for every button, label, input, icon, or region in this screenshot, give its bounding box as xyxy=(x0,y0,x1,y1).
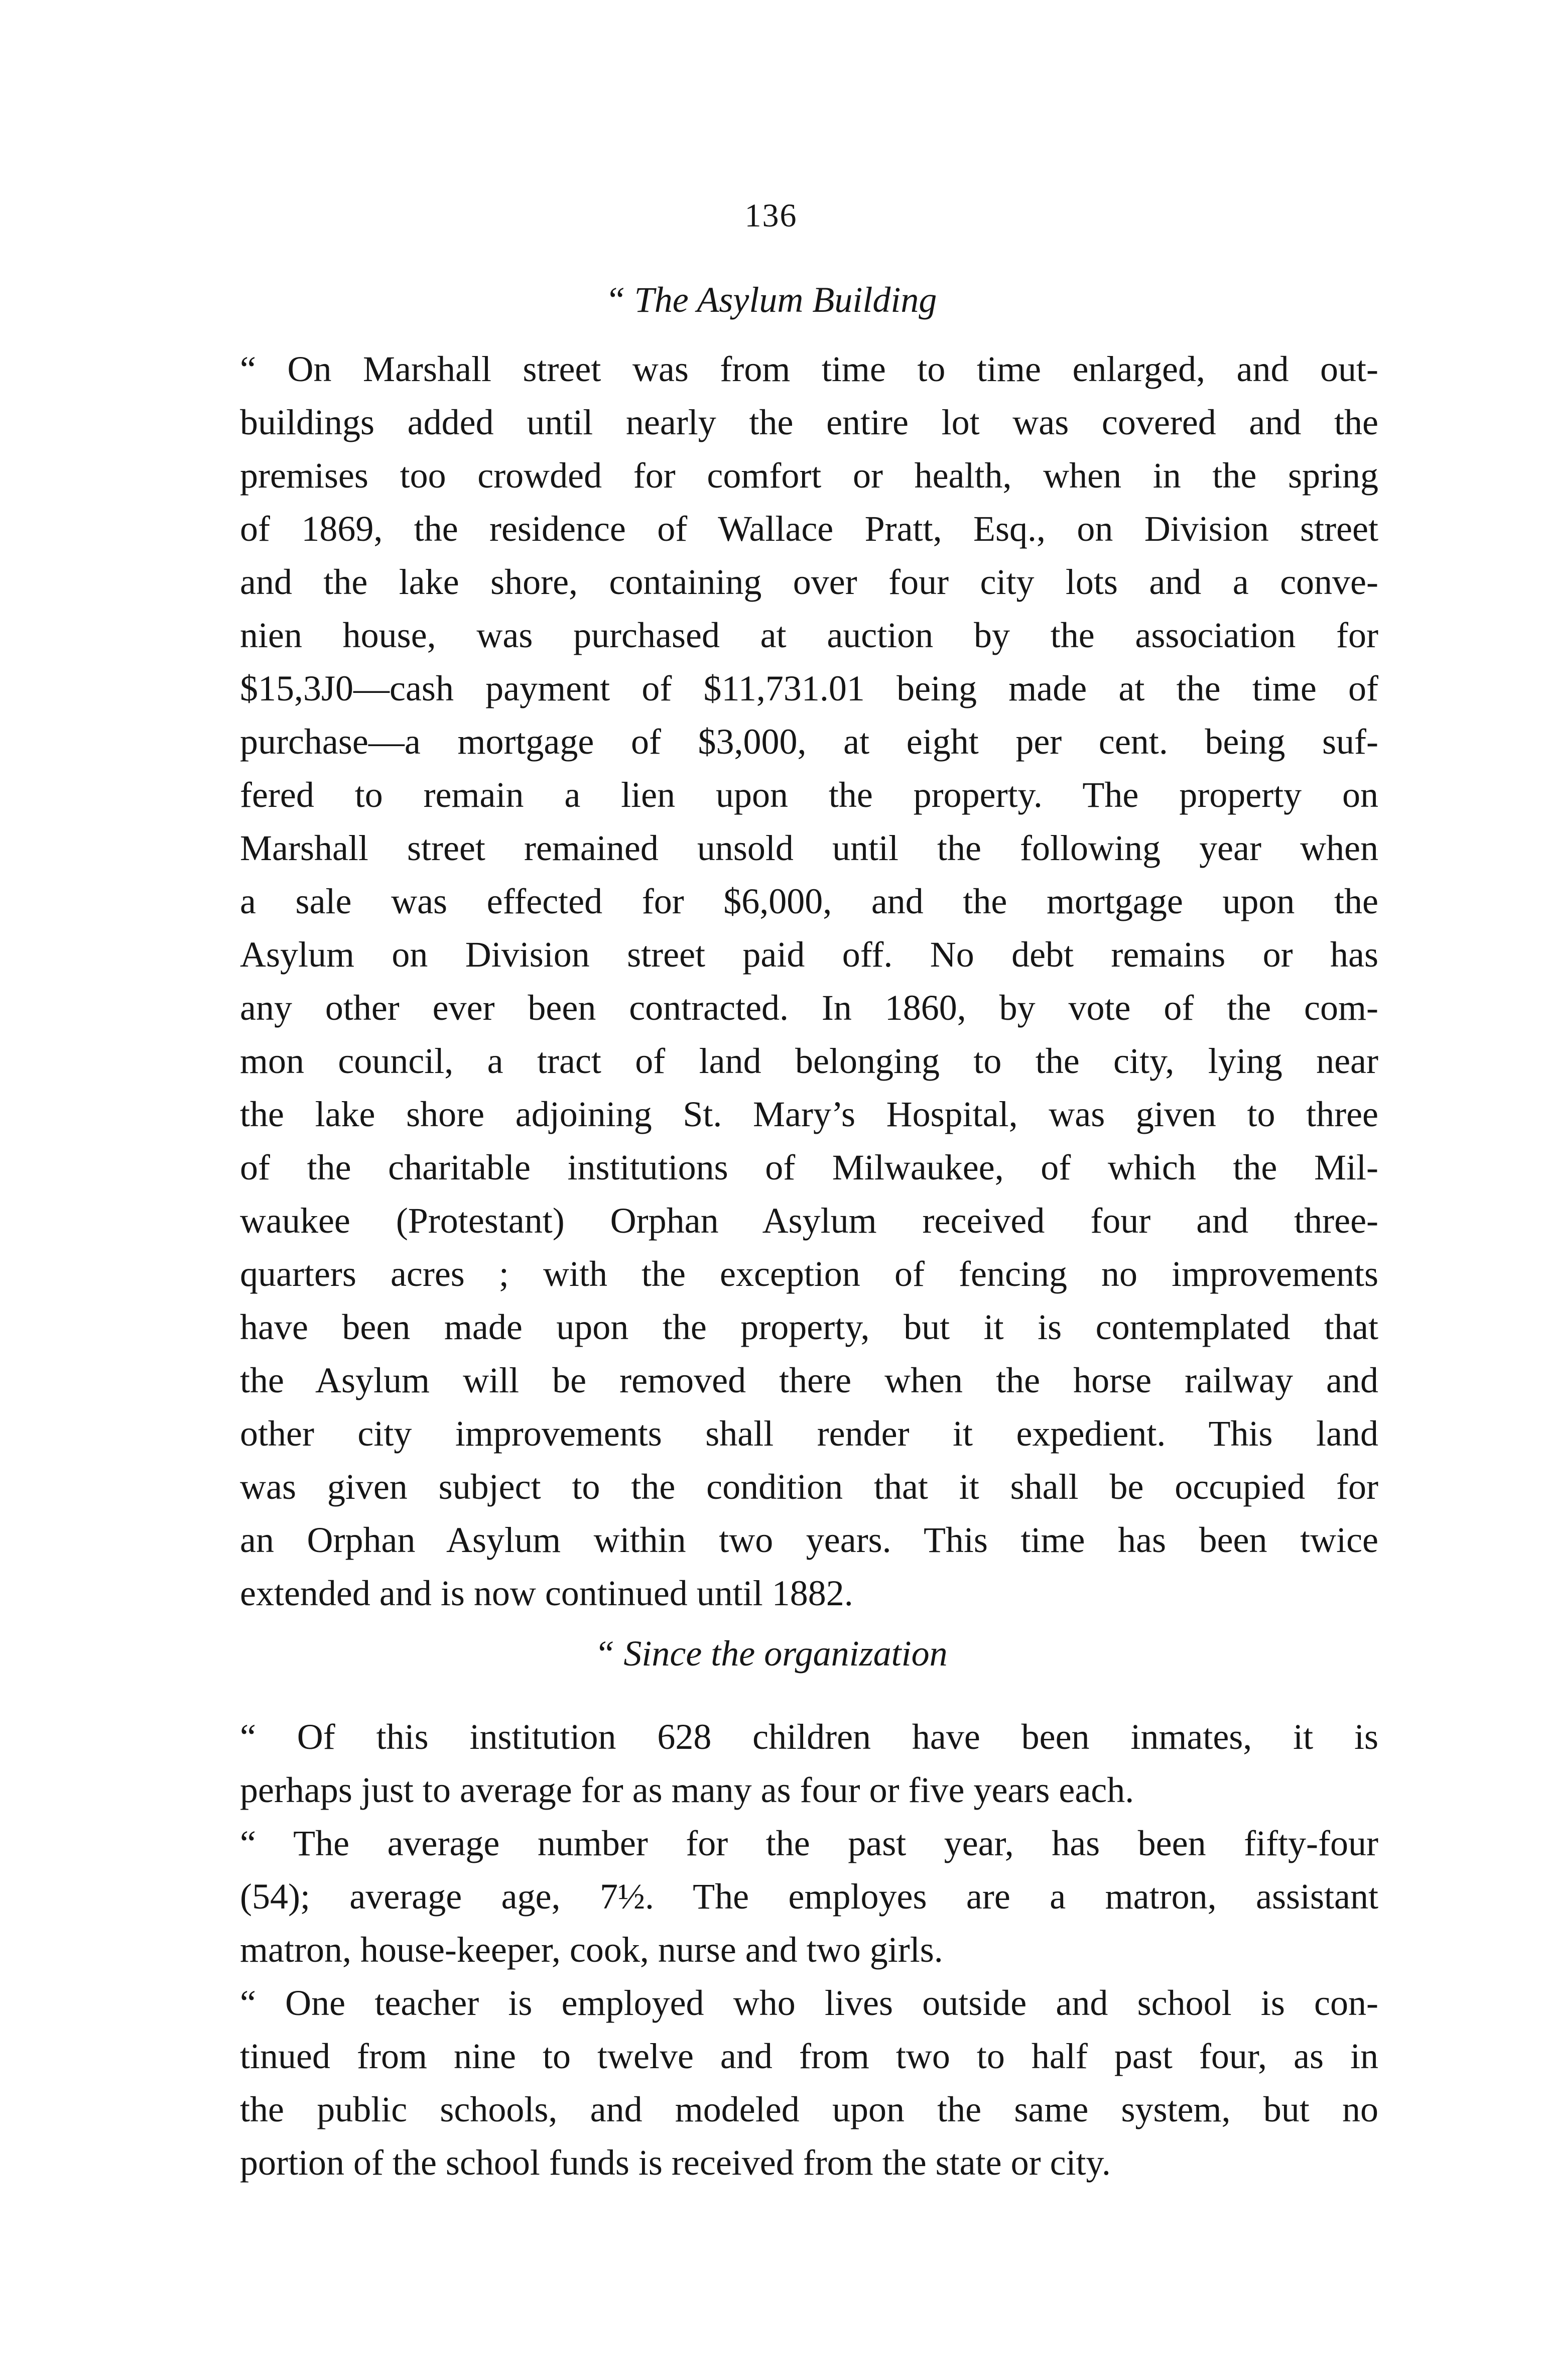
text-line: “ On Marshall street was from time to time enlarged, and out- xyxy=(240,349,1378,389)
text-line: Asylum on Division street paid off. No debt remains or has xyxy=(240,934,1378,975)
section-heading-asylum-building: “ The Asylum Building xyxy=(605,280,937,320)
text-line: nien house, was purchased at auction by the association for xyxy=(240,615,1378,655)
paragraph-asylum-building xyxy=(240,342,1378,1620)
text-line: waukee (Protestant) Orphan Asylum received four and three- xyxy=(240,1201,1378,1241)
text-line: “ The average number for the past year, has been fifty-four xyxy=(240,1823,1378,1863)
text-line: of the charitable institutions of Milwaukee, of which the Mil- xyxy=(240,1147,1378,1187)
text-line: purchase—a mortgage of $3,000, at eight per cent. being suf- xyxy=(240,722,1378,762)
paragraph-inmates xyxy=(240,1710,1378,1817)
text-line: any other ever been contracted. In 1860, by vote of the com- xyxy=(240,988,1378,1028)
text-line: an Orphan Asylum within two years. This time has been twice xyxy=(240,1520,1378,1560)
text-line: quarters acres ; with the exception of fencing no improvements xyxy=(240,1254,1378,1294)
text-line: and the lake shore, containing over four city lots and a conve- xyxy=(240,562,1378,602)
text-line: a sale was effected for $6,000, and the mortgage upon the xyxy=(240,881,1378,921)
text-line: fered to remain a lien upon the property. The property on xyxy=(240,775,1378,815)
text-line: $15,3J0—cash payment of $11,731.01 being made at the time of xyxy=(240,668,1378,708)
text-line: buildings added until nearly the entire lot was covered and the xyxy=(240,402,1378,442)
text-line: tinued from nine to twelve and from two to half past four, as in xyxy=(240,2036,1378,2076)
text-line: mon council, a tract of land belonging to the city, lying near xyxy=(240,1041,1378,1081)
text-line: have been made upon the property, but it is contemplated that xyxy=(240,1307,1378,1347)
text-line: the lake shore adjoining St. Mary’s Hospital, was given to three xyxy=(240,1094,1378,1134)
text-line: “ One teacher is employed who lives outside and school is con- xyxy=(240,1983,1378,2023)
text-line: (54); average age, 7½. The employes are a matron, assistant xyxy=(240,1876,1378,1917)
text-line: portion of the school funds is received from the state or city. xyxy=(240,2143,1111,2183)
text-line: “ Of this institution 628 children have been inmates, it is xyxy=(240,1717,1378,1757)
page-number: 136 xyxy=(744,197,798,234)
text-line: the public schools, and modeled upon the same system, but no xyxy=(240,2089,1378,2129)
text-line: matron, house-keeper, cook, nurse and two girls. xyxy=(240,1930,943,1970)
paragraph-average-number xyxy=(240,1817,1378,1976)
paragraph-teacher xyxy=(240,1976,1378,2189)
text-line: Marshall street remained unsold until the following year when xyxy=(240,828,1378,868)
text-line: extended and is now continued until 1882. xyxy=(240,1573,853,1613)
section-heading-since-organization: “ Since the organization xyxy=(594,1633,948,1674)
text-line: the Asylum will be removed there when the horse railway and xyxy=(240,1360,1378,1400)
text-line: of 1869, the residence of Wallace Pratt, Esq., on Division street xyxy=(240,509,1378,549)
text-line: was given subject to the condition that it shall be occupied for xyxy=(240,1467,1378,1507)
text-line: other city improvements shall render it expedient. This land xyxy=(240,1413,1378,1454)
text-line: perhaps just to average for as many as four or five years each. xyxy=(240,1770,1134,1810)
text-line: premises too crowded for comfort or health, when in the spring xyxy=(240,455,1378,496)
